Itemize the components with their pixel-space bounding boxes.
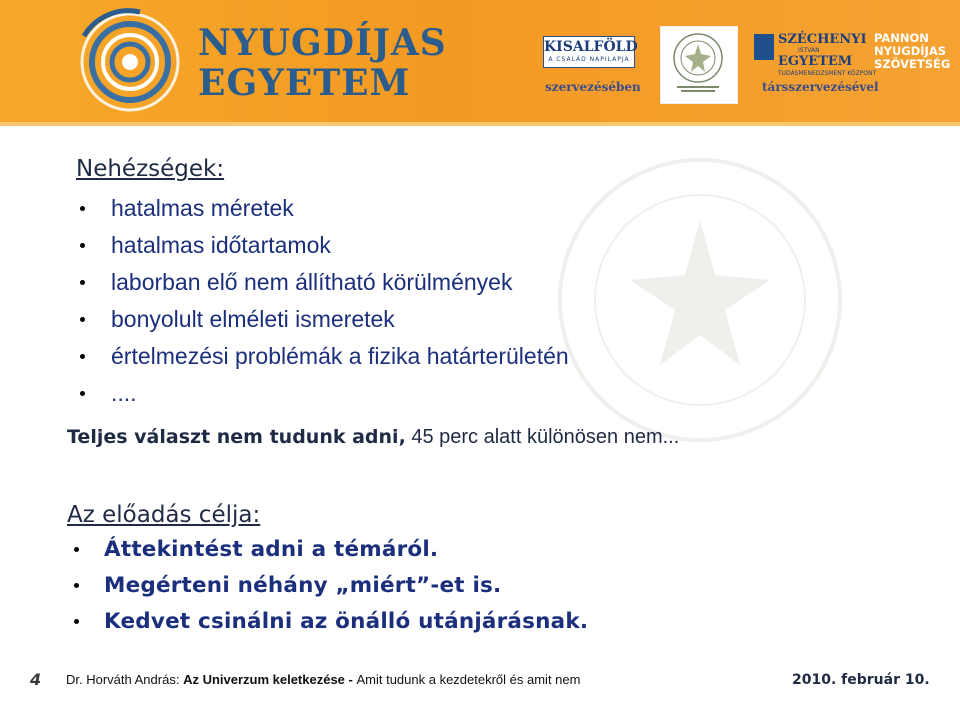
footer-author: Dr. Horváth András:: [66, 672, 184, 687]
pannon-line1: PANNON: [874, 31, 929, 45]
goals-title: Az előadás célja:: [67, 502, 261, 528]
kisalfold-subtitle: A CSALÁD NAPILAPJA: [548, 56, 630, 63]
header-divider: [0, 122, 960, 126]
slide-header: [0, 0, 960, 122]
footer-citation: [66, 672, 580, 687]
goals-list: [104, 536, 588, 644]
footer-subtitle: Amit tudunk a kezdetekről és amit nem: [356, 672, 581, 687]
list-item: Áttekintést adni a témáról.: [104, 536, 588, 572]
footer-date: 2010. február 10.: [792, 672, 930, 688]
szechenyi-line3: EGYETEM: [778, 54, 853, 69]
list-item: ....: [111, 379, 569, 416]
difficulties-title: Nehézségek:: [76, 156, 225, 182]
page-number: 4: [30, 670, 42, 689]
szechenyi-line4: TUDÁSMENEDZSMENT KÖZPONT: [778, 70, 877, 77]
szechenyi-mark-icon: [754, 34, 774, 60]
watermark-seal-icon: [540, 140, 860, 460]
pannon-line2: NYUGDÍJAS: [874, 44, 947, 58]
brand-title-line1: NYUGDÍJAS: [198, 22, 447, 64]
list-item: bonyolult elméleti ismeretek: [111, 305, 569, 342]
kisalfold-title: KISALFÖLD: [544, 39, 638, 55]
brand-title-line2: EGYETEM: [198, 62, 411, 104]
list-item: hatalmas időtartamok: [111, 231, 569, 268]
partner-label: társszervezésével: [762, 80, 879, 94]
conclusion-light: 45 perc alatt különösen nem...: [405, 426, 680, 448]
list-item: laborban elő nem állítható körülmények: [111, 268, 569, 305]
list-item: Megérteni néhány „miért”-et is.: [104, 572, 588, 608]
difficulties-list: [111, 194, 569, 416]
conclusion-text: [67, 426, 679, 449]
list-item: Kedvet csinálni az önálló utánjárásnak.: [104, 608, 588, 644]
list-item: értelmezési problémák a fizika határterületén: [111, 342, 569, 379]
szechenyi-line2: ISTVÁN: [798, 47, 820, 54]
pannon-line3: SZÖVETSÉG: [874, 57, 951, 71]
university-logo-icon: [70, 6, 190, 122]
footer-talk-title: Az Univerzum keletkezése -: [183, 672, 357, 687]
pannon-logo: [874, 32, 954, 71]
szechenyi-logo: [754, 32, 877, 78]
kisalfold-logo: [543, 36, 638, 68]
seal-icon: [665, 30, 731, 96]
list-item: hatalmas méretek: [111, 194, 569, 231]
szechenyi-line1: SZÉCHENYI: [778, 32, 867, 47]
organizer-label: szervezésében: [545, 80, 641, 94]
conclusion-bold: Teljes választ nem tudunk adni,: [67, 426, 406, 448]
